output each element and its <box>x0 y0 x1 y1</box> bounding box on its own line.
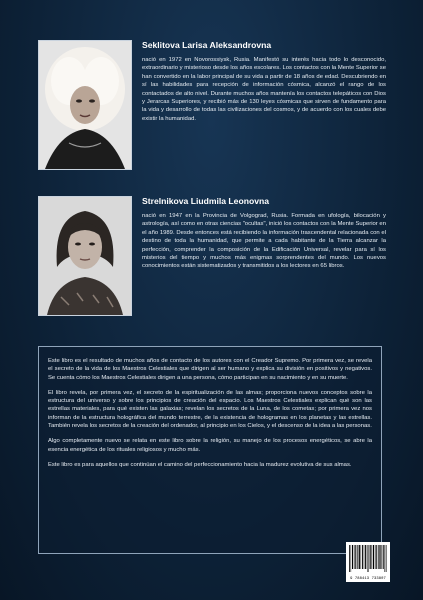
author-name: Strelnikova Liudmila Leonovna <box>142 196 270 206</box>
summary-paragraph: Este libro es para aquellos que continúan el camino del perfeccionamiento hacia la madurez evolutiva de sus almas. <box>48 461 352 468</box>
summary-paragraph: El libro revela, por primera vez, el secreto de la espiritualización de las almas; proporciona nuevos conceptos sobre la estructura del universo y sobre los principios de creación del espacio. Los Maestros Celestiales explican qué son las estrellas materiales, para qué existen las galaxias; revelan los secretos de la Luna, de los cometas; por primera vez nos informan de la estructura holográfica del mundo terrestre, de la existencia de hologramas en los planetas y las estrellas. También revela los secretos de la creación del ordenador, al principio en los Cielos, y el descenso de la idea a las personas. <box>48 389 372 430</box>
author-photo-strelnikova <box>38 196 132 316</box>
isbn-number: 9 788413 733807 <box>350 577 386 581</box>
author-photo-seklitova <box>38 40 132 170</box>
barcode-icon <box>346 542 390 574</box>
summary-paragraph: Algo completamente nuevo se relata en este libro sobre la religión, su manejo de los procesos energéticos, se abre la esencia energética de los rituales religiosos y mucho más. <box>48 438 372 453</box>
summary-paragraph: Este libro es el resultado de muchos años de contacto de los autores con el Creador Supremo. Por primera vez, se revela el secreto de la vida de los Maestros Celestiales que dirigen al ser humano y explica su división en positivos y negativos. Se cuenta cómo los Maestros Celestiales dirigen a una persona, cómo participan en su nacimiento y en su muerte. <box>48 358 372 381</box>
author-bio: nació en 1947 en la Provincia de Volgograd, Rusia. Formada en ufología, bilocación y astrología, así como en otras ciencias "ocultas", inició los contactos con la Mente Superior en el año 1989. Desde entonces está recibiendo la información trascendental relacionada con el destino de toda la humanidad, que permite a cada habitante de la Tierra alcanzar la perfección, comprender la composición de la Edificación Universal, revelar para sí los misterios del tiempo y muchos más enigmas sorprendentes del mundo. Los nuevos conocimientos están sistematizados y transmitidos a los lectores en 65 libros. <box>142 213 386 270</box>
isbn-barcode <box>346 542 390 582</box>
author-section-seklitova <box>38 40 386 170</box>
book-summary-box <box>38 346 382 554</box>
author-section-strelnikova <box>38 196 386 324</box>
author-name: Seklitova Larisa Aleksandrovna <box>142 40 272 50</box>
author-bio: nació en 1972 en Novorossiysk, Rusia. Manifestó su interés hacia todo lo desconocido, extraordinario y misterioso desde los años escolares. Los contactos con la Mente Superior se han convertido en la labor principal de su vida a partir de 18 años de edad. Descubriendo en sí las habilidades para recepción de información cósmica, alcanzó el rango de los contactados de alto nivel. Durante muchos años mantenía los contactos telepáticos con Dios y Jerarcas Superiores, y recibió más de 130 leyes cósmicas que sirven de fundamento para la vida y desarrollo de todas las civilizaciones del cosmos, y de acuerdo con los cuales debe existir la humanidad. <box>142 57 386 122</box>
